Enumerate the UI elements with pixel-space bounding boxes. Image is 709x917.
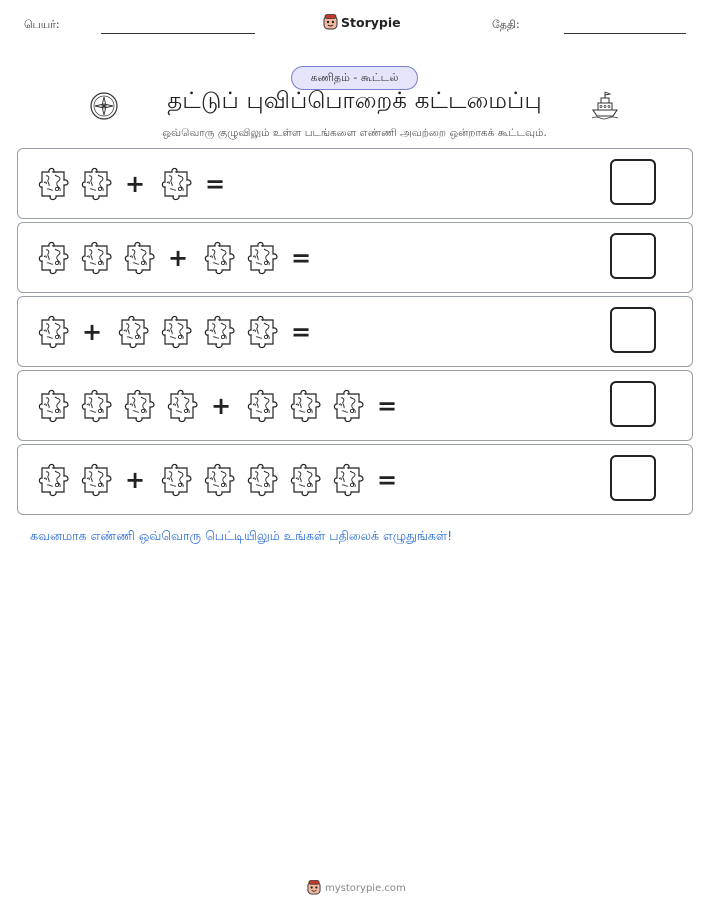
world-map-puzzle-piece-icon (118, 314, 152, 350)
world-map-puzzle-piece-icon (38, 240, 72, 276)
equals-sign: = (377, 465, 398, 494)
world-map-puzzle-piece-icon (124, 388, 158, 424)
answer-box[interactable] (610, 381, 656, 427)
footer-site (307, 880, 406, 896)
world-map-puzzle-piece-icon (81, 166, 115, 202)
world-map-puzzle-piece-icon (167, 388, 201, 424)
plus-sign: + (125, 465, 146, 494)
problem-expression (38, 223, 327, 292)
storypie-mascot-icon (307, 880, 321, 896)
world-map-puzzle-piece-icon (204, 240, 238, 276)
world-map-puzzle-piece-icon (204, 314, 238, 350)
problem-expression (38, 445, 413, 514)
answer-box[interactable] (610, 307, 656, 353)
plus-sign: + (125, 169, 146, 198)
page-title: தட்டுப் புவிப்பொறைக் கட்டமைப்பு (167, 88, 542, 114)
world-map-puzzle-piece-icon (38, 462, 72, 498)
world-map-puzzle-piece-icon (247, 462, 281, 498)
world-map-puzzle-piece-icon (247, 240, 281, 276)
problem-row (17, 370, 693, 441)
answer-box[interactable] (610, 159, 656, 205)
problem-expression (38, 371, 413, 440)
world-map-puzzle-piece-icon (124, 240, 158, 276)
brand-logo (323, 14, 401, 31)
date-line[interactable] (564, 33, 686, 34)
world-map-puzzle-piece-icon (81, 388, 115, 424)
answer-box[interactable] (610, 455, 656, 501)
world-map-puzzle-piece-icon (161, 166, 195, 202)
plus-sign: + (168, 243, 189, 272)
plus-sign: + (211, 391, 232, 420)
world-map-puzzle-piece-icon (38, 314, 72, 350)
world-map-puzzle-piece-icon (81, 462, 115, 498)
problem-expression (38, 149, 241, 218)
problem-expression (38, 297, 327, 366)
equals-sign: = (377, 391, 398, 420)
world-map-puzzle-piece-icon (161, 462, 195, 498)
world-map-puzzle-piece-icon (38, 388, 72, 424)
footer-note: கவனமாக எண்ணி ஒவ்வொரு பெட்டியிலும் உங்கள் பதிலைக் எழுதுங்கள்! (30, 528, 453, 543)
storypie-mascot-icon (323, 14, 338, 31)
problem-row (17, 148, 693, 219)
world-map-puzzle-piece-icon (161, 314, 195, 350)
brand-name: Storypie (341, 15, 401, 30)
world-map-puzzle-piece-icon (204, 462, 238, 498)
world-map-puzzle-piece-icon (290, 388, 324, 424)
ship-icon (590, 90, 620, 120)
world-map-puzzle-piece-icon (81, 240, 115, 276)
problem-row (17, 296, 693, 367)
footer-site-url: mystorypie.com (325, 882, 406, 894)
world-map-puzzle-piece-icon (333, 388, 367, 424)
equals-sign: = (205, 169, 226, 198)
name-label: பெயர்: (24, 18, 60, 31)
problem-row (17, 222, 693, 293)
instructions: ஒவ்வொரு குழுவிலும் உள்ள படங்களை எண்ணி அவற்றை ஒன்றாகக் கூட்டவும். (162, 127, 547, 139)
topic-badge: கணிதம் - கூட்டல் (291, 66, 418, 90)
name-line[interactable] (101, 33, 255, 34)
plus-sign: + (82, 317, 103, 346)
date-label: தேதி: (492, 18, 520, 31)
answer-box[interactable] (610, 233, 656, 279)
equals-sign: = (291, 243, 312, 272)
world-map-puzzle-piece-icon (333, 462, 367, 498)
world-map-puzzle-piece-icon (247, 388, 281, 424)
world-map-puzzle-piece-icon (38, 166, 72, 202)
world-map-puzzle-piece-icon (290, 462, 324, 498)
problem-row (17, 444, 693, 515)
equals-sign: = (291, 317, 312, 346)
world-map-puzzle-piece-icon (247, 314, 281, 350)
